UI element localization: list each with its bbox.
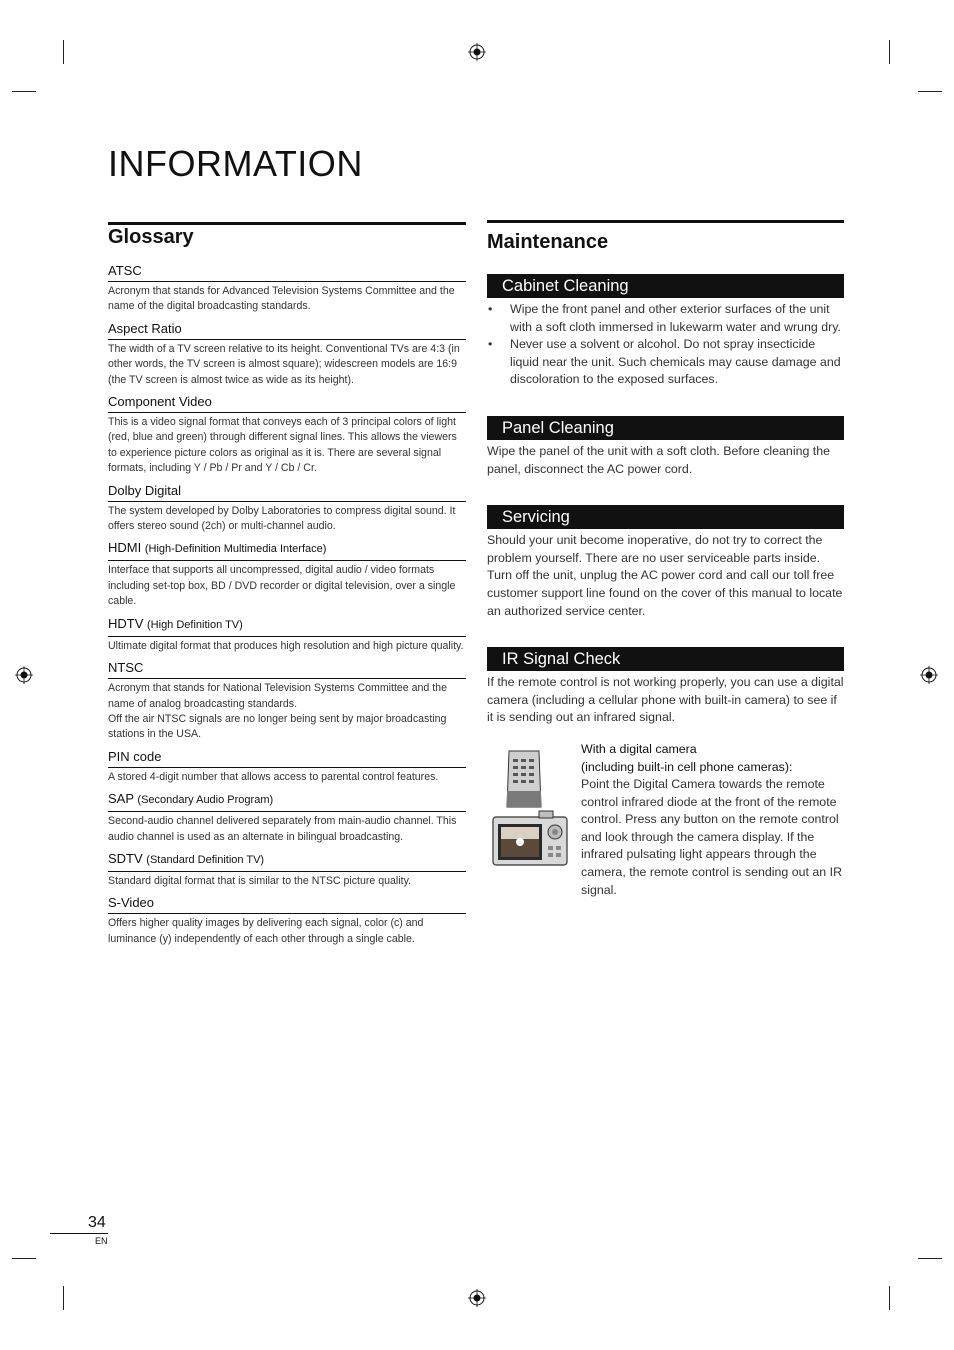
registration-mark-icon — [15, 666, 33, 684]
registration-mark-icon — [920, 666, 938, 684]
glossary-entry — [108, 539, 466, 609]
glossary-term — [108, 320, 466, 340]
crop-mark — [63, 1286, 64, 1310]
glossary-definition: This is a video signal format that conveys each of 3 principal colors of light (red, blue and green) through different signal lines. This allows the viewers to experience picture colors as original as it is. There are several signal formats, including Y / Pb / Pr and Y / Cb / Cr. — [108, 416, 457, 475]
glossary-definition: Acronym that stands for Advanced Television Systems Committee and the name of the digital broadcasting standards. — [108, 285, 455, 313]
panel-cleaning-heading: Panel Cleaning — [487, 416, 844, 440]
ir-illustration — [491, 747, 569, 877]
list-item-text: Wipe the front panel and other exterior surfaces of the unit with a soft cloth immersed in lukewarm water and wrung dry. — [510, 302, 842, 334]
term-label: SAP — [108, 791, 134, 807]
servicing-text: Should your unit become inoperative, do not try to correct the problem yourself. There are no user serviceable parts inside. Turn off the unit, unplug the AC power cord and call our toll free customer support line found on the cover of this manual to locate an authorized service center. — [487, 533, 843, 618]
section-rule — [108, 222, 466, 225]
registration-mark-icon — [468, 1289, 486, 1307]
glossary-entry — [108, 615, 466, 654]
page-number: 34 — [88, 1214, 106, 1231]
glossary-entry — [108, 659, 466, 743]
ir-camera-text — [581, 741, 846, 899]
page-title: INFORMATION — [108, 143, 363, 184]
glossary-term — [108, 262, 466, 282]
digital-camera-icon — [493, 811, 567, 865]
section-rule — [487, 220, 844, 223]
crop-mark — [918, 1258, 942, 1259]
crop-mark — [12, 91, 36, 92]
glossary-term — [108, 790, 466, 812]
ir-camera-instructions — [487, 741, 844, 911]
maintenance-title: Maintenance — [487, 231, 609, 253]
glossary-definition: Interface that supports all uncompressed, digital audio / video formats including set-top box, BD / DVD recorder or digital television, over a single cable. — [108, 564, 456, 608]
glossary-term — [108, 539, 466, 561]
glossary-entry — [108, 748, 466, 785]
glossary-definition: A stored 4-digit number that allows access to parental control features. — [108, 770, 439, 783]
bullet-dot: • — [488, 337, 493, 352]
term-expansion: (Secondary Audio Program) — [137, 794, 274, 807]
glossary-definition: Second-audio channel delivered separately from main-audio channel. This audio channel is used as an alternate in bilingual broadcasting. — [108, 815, 457, 843]
term-expansion: (High Definition TV) — [147, 618, 243, 631]
glossary-term — [108, 659, 466, 679]
glossary-definition: Standard digital format that is similar to the NTSC picture quality. — [108, 874, 412, 887]
panel-cleaning-text: Wipe the panel of the unit with a soft cloth. Before cleaning the panel, disconnect the AC power cord. — [487, 443, 831, 476]
ir-signal-check-block — [487, 647, 844, 911]
crop-mark — [918, 91, 942, 92]
crop-mark — [889, 40, 890, 64]
cabinet-cleaning-block — [487, 274, 844, 389]
glossary-entry — [108, 482, 466, 535]
glossary-title: Glossary — [108, 226, 194, 248]
servicing-block — [487, 505, 844, 620]
panel-cleaning-block — [487, 416, 844, 478]
glossary-term — [108, 393, 466, 413]
glossary-definition: The width of a TV screen relative to its height. Conventional TVs are 4:3 (in other words, the TV screen is almost square); widescreen models are 16:9 (the TV screen is almost twice as wide as its height). — [108, 342, 460, 386]
bullet-dot: • — [488, 302, 493, 316]
glossary-entry — [108, 262, 466, 315]
glossary-entry — [108, 850, 466, 889]
list-item — [487, 301, 844, 336]
crop-mark — [12, 1258, 36, 1259]
term-label: Dolby Digital — [108, 482, 181, 498]
glossary-entry — [108, 393, 466, 477]
glossary-entry — [108, 320, 466, 388]
remote-control-icon — [507, 751, 541, 807]
definition-paragraph: Acronym that stands for National Television Systems Committee and the name of analog broadcasting standards. — [108, 682, 447, 710]
glossary-entry — [108, 790, 466, 845]
cabinet-cleaning-heading: Cabinet Cleaning — [487, 274, 844, 298]
glossary-definition: Offers higher quality images by delivering each signal, color (c) and luminance (y) independently of each other through a single cable. — [108, 917, 424, 945]
ir-intro-text: If the remote control is not working properly, you can use a digital camera (including a cellular phone with built-in camera) to see if it is sending out an infrared signal. — [487, 675, 844, 725]
glossary-definition: The system developed by Dolby Laboratories to compress digital sound. It offers stereo sound (2ch) or multi-channel audio. — [108, 504, 456, 533]
ir-signal-check-heading: IR Signal Check — [487, 647, 844, 671]
glossary-term — [108, 850, 466, 872]
page-number-rule — [50, 1233, 108, 1234]
glossary-definition: Ultimate digital format that produces high resolution and high picture quality. — [108, 639, 464, 652]
glossary-definition — [108, 681, 466, 743]
crop-mark — [63, 40, 64, 64]
term-label: HDTV — [108, 615, 144, 631]
term-label: S-Video — [108, 895, 155, 911]
term-label: NTSC — [108, 660, 144, 676]
definition-paragraph: Off the air NTSC signals are no longer being sent by major broadcasting stations in the USA. — [108, 712, 447, 741]
servicing-heading: Servicing — [487, 505, 844, 529]
cabinet-cleaning-list — [487, 301, 844, 389]
ir-camera-heading-line1: With a digital camera — [581, 741, 697, 756]
glossary-term — [108, 894, 466, 914]
term-label: PIN code — [108, 748, 162, 764]
ir-camera-heading-line2: (including built-in cell phone cameras): — [581, 759, 793, 774]
term-expansion: (Standard Definition TV) — [146, 853, 265, 866]
ir-camera-body: Point the Digital Camera towards the remote control infrared diode at the front of the remote control. Press any button on the remote control and look through the camera display. If the infrared pulsating light appears through the camera, the remote control is sending out an IR signal. — [581, 777, 843, 897]
glossary-term — [108, 615, 466, 637]
list-item — [487, 336, 844, 389]
glossary-entry — [108, 894, 466, 947]
registration-mark-icon — [468, 43, 486, 61]
term-expansion: (High-Definition Multimedia Interface) — [144, 543, 327, 556]
term-label: HDMI — [108, 540, 142, 556]
list-item-text: Never use a solvent or alcohol. Do not spray insecticide liquid near the unit. Such chemicals may cause damage and discoloration to the exposed surfaces. — [510, 337, 841, 387]
glossary-section — [108, 222, 466, 947]
term-label: Component Video — [108, 394, 212, 410]
term-label: ATSC — [108, 263, 142, 278]
glossary-term — [108, 482, 466, 502]
term-label: SDTV — [108, 850, 143, 866]
crop-mark — [889, 1286, 890, 1310]
term-label: Aspect Ratio — [108, 320, 182, 336]
maintenance-section — [487, 220, 844, 911]
page-language: EN — [95, 1236, 108, 1246]
glossary-term — [108, 748, 466, 768]
